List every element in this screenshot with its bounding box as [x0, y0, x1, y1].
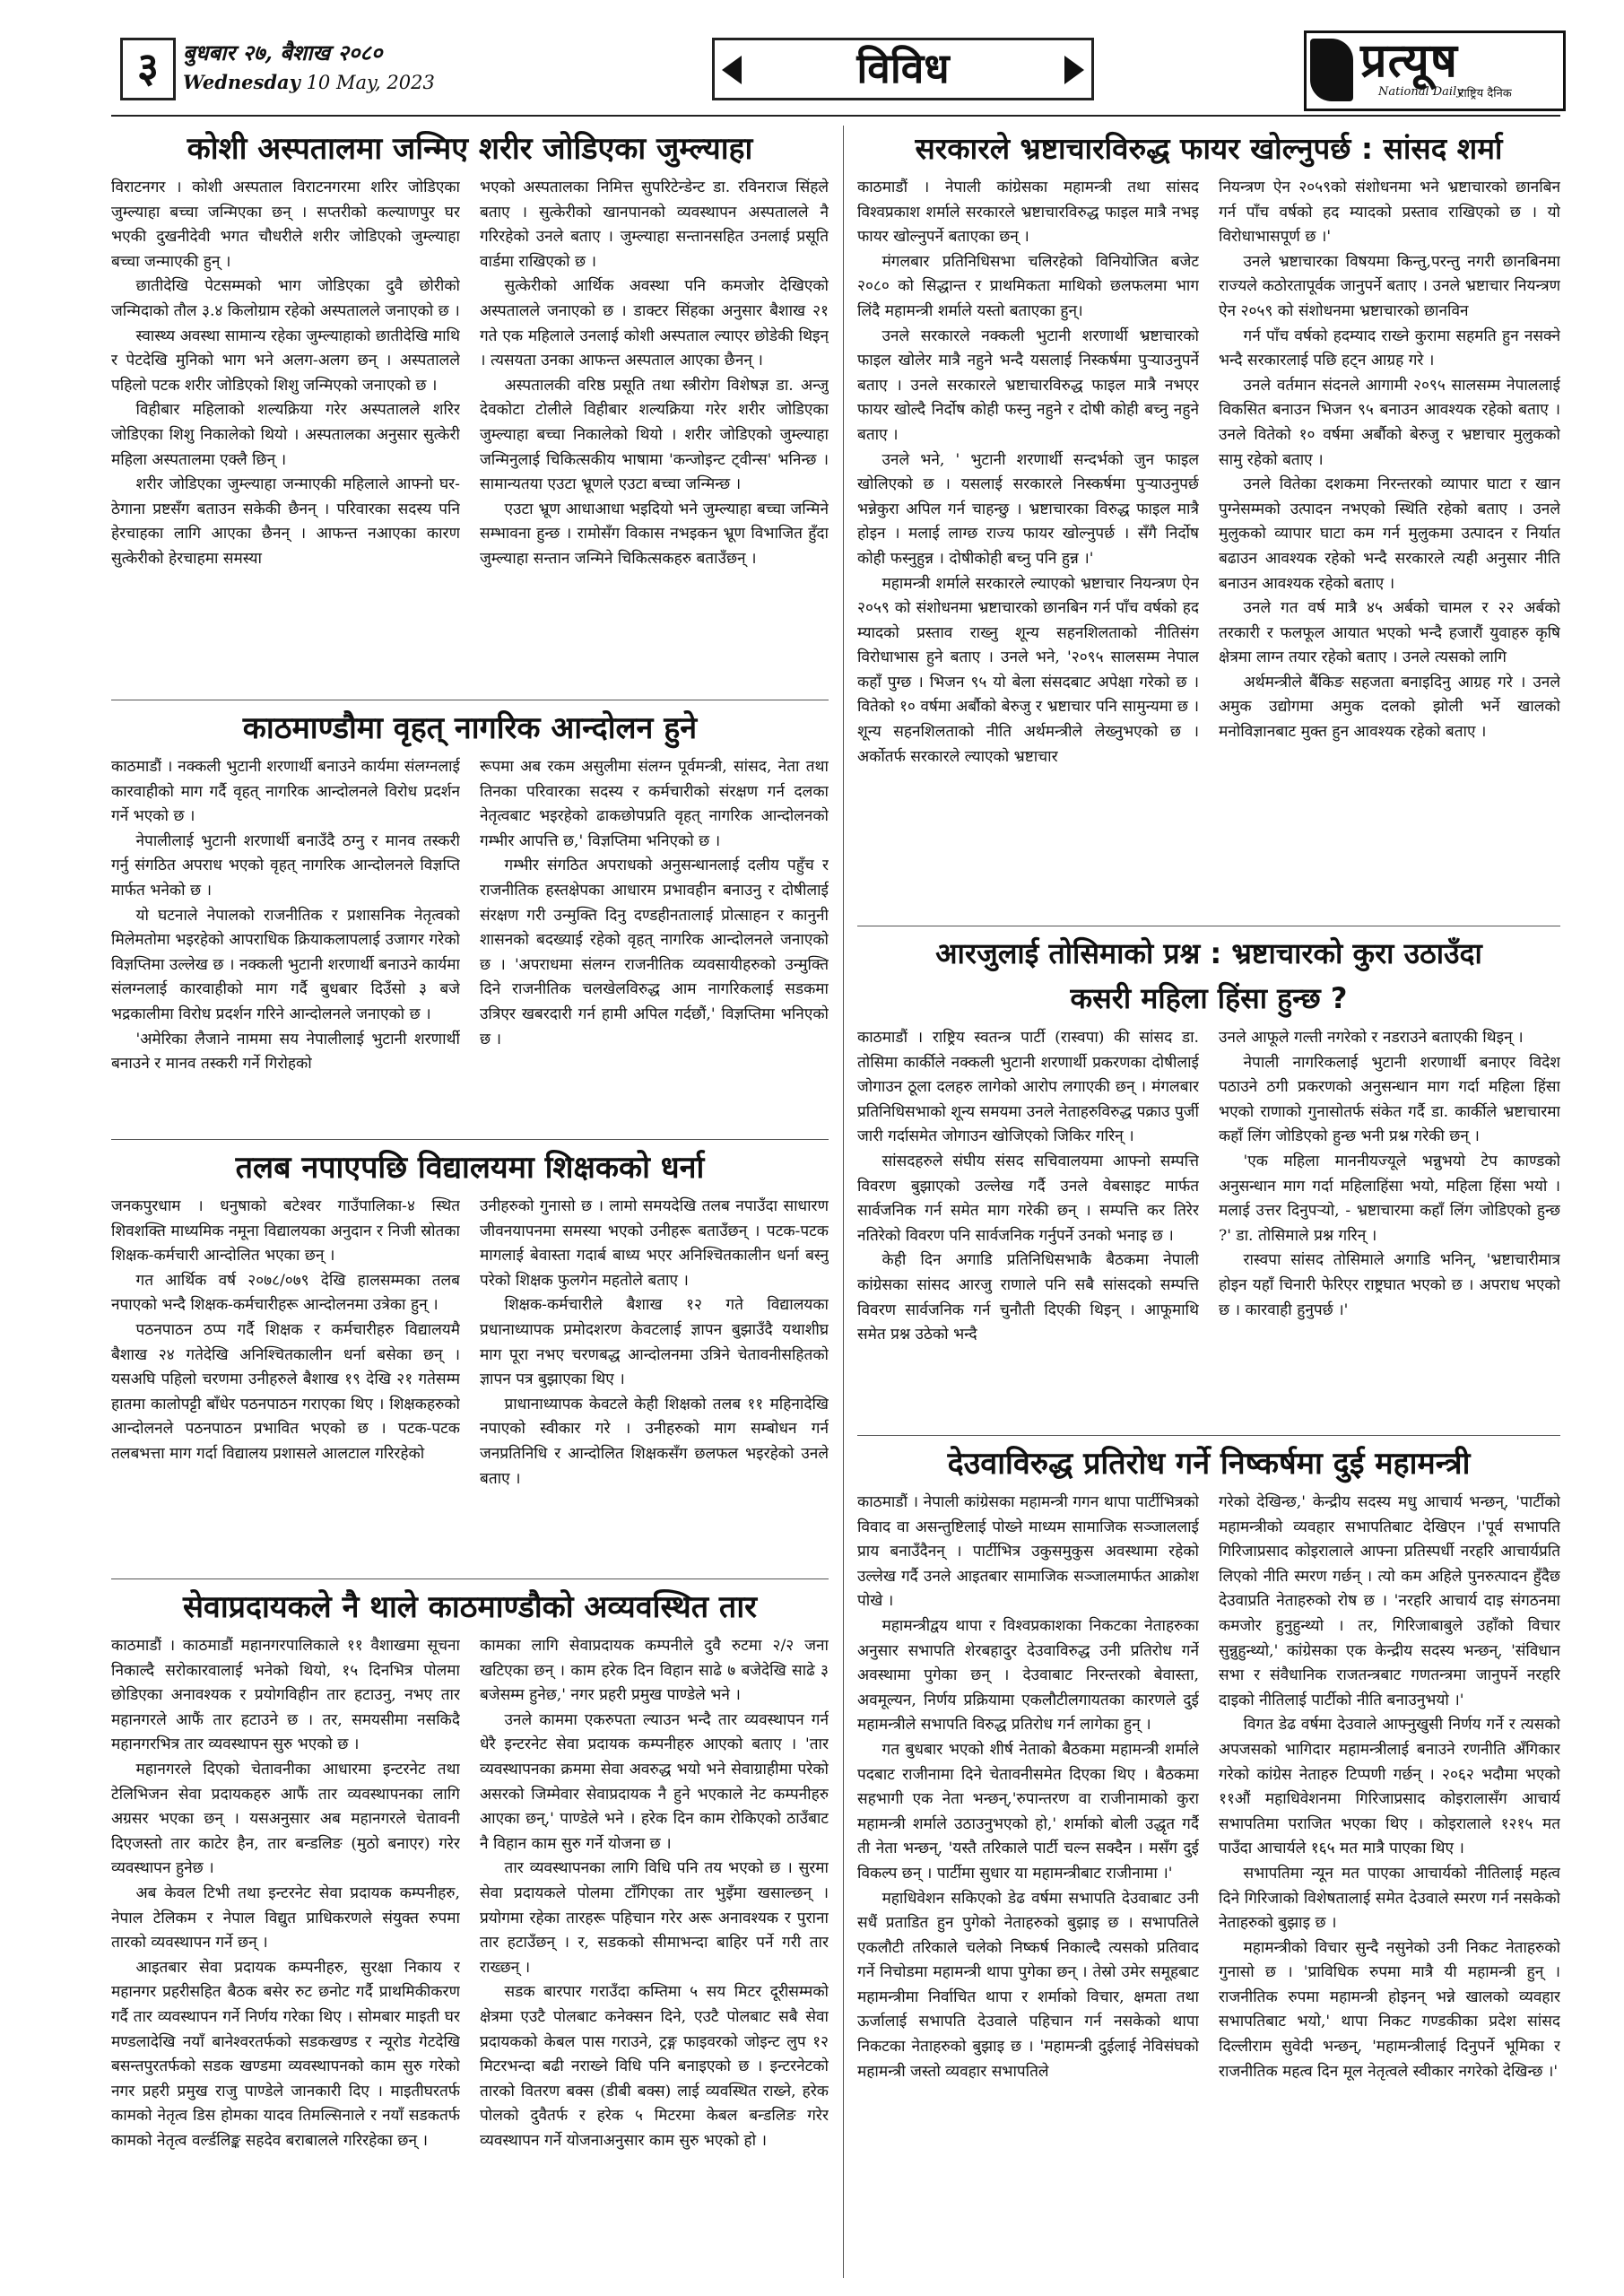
headline: तलब नपाएपछि विद्यालयमा शिक्षकको धर्ना: [235, 1150, 705, 1186]
paragraph: स्वास्थ्य अवस्था सामान्य रहेका जुम्ल्याहाको छातीदेखि माथि र पेटदेखि मुनिको भाग भने अलग-अलग छन् । अस्पतालले पहिलो पटक शरीर जोडिएको शिशु जन्मिएको जनाएको छ ।: [111, 326, 460, 395]
paragraph: सडक बारपार गराउँदा कम्तिमा ५ सय मिटर दूरीसम्मको क्षेत्रमा एउटै पोलबाट कनेक्सन दिने, एउटै पोलबाट सबै सेवा प्रदायकको केबल पास गराउने, ट्रङ्ग फाइवरको जोइन्ट लुप १२ मिटरभन्दा बढी नराख्ने विधि पनि बनाइएको छ । इन्टरनेटको तारको वितरण बक्स (डीबी बक्स) लाई व्यवस्थित राख्ने, हरेक पोलको दुवैतर्फ र हरेक ५ मिटरमा केबल बन्डलिङ गरेर व्यवस्थापन गर्ने योजनाअनुसार काम सुरु भएको हो ।: [480, 1983, 829, 2150]
section-banner: [712, 38, 1094, 100]
paragraph: भएको अस्पतालका निमित्त सुपरिटेन्डेन्ट डा. रविनराज सिंहले बताए । सुत्केरीको खानपानको व्यवस्थापन अस्पतालले नै गरिरहेको उनले बताए । जुम्ल्याहा सन्तानसहित उनलाई प्रसूति वार्डमा राखिएको छ ।: [480, 178, 829, 271]
headline: सेवाप्रदायकले नै थाले काठमाण्डौको अव्यवस्थित तार: [182, 1589, 758, 1625]
paragraph: गम्भीर संगठित अपराधको अनुसन्धानलाई दलीय पहुँच र राजनीतिक हस्तक्षेपका आधारम प्रभावहीन बनाउनु र दोषीलाई संरक्षण गरी उन्मुक्ति दिनु दण्डहीनतालाई प्रोत्साहन र कानुनी शासनको बदख्याई रहेको वृहत् नागरिक आन्दोलनले जनाएको छ । 'अपराधमा संलग्न राजनीतिक व्यवसायीहरुको उन्मुक्ति दिने राजनीतिक चलखेलविरुद्ध आम नागरिकलाई सडकमा उत्रिएर खबरदारी गर्न हामी अपिल गर्दछौं,' विज्ञप्तिमा भनिएको छ ।: [480, 857, 829, 1048]
paragraph: यो घटनाले नेपालको राजनीतिक र प्रशासनिक नेतृत्वको मिलेमतोमा भइरहेको आपराधिक क्रियाकलापलाई उजागर गरेको विज्ञप्तिमा उल्लेख छ । नक्कली भुटानी शरणार्थी बनाउने कार्यमा संलग्नलाई कारवाहीको माग गर्दै बुधबार दिउँसो ३ बजे भद्रकालीमा विरोध प्रदर्शन गरिने आन्दोलनले जनाएको छ ।: [111, 906, 460, 1023]
paragraph: 'एक महिला माननीयज्यूले भन्नुभयो टेप काण्डको अनुसन्धान माग गर्दा महिलाहिंसा भयो, महिला हिंसा भयो । मलाई उत्तर दिनुपऱ्यो, - भ्रष्टाचारमा कहाँ लिंग जोडिएको हुन्छ ?' डा. तोसिमाले प्रश्न गरिन् ।: [1219, 1152, 1560, 1245]
article-column-1: [857, 1026, 1199, 1348]
article-column-1: [111, 176, 460, 572]
paragraph: काठमाडौं । नेपाली कांग्रेसका महामन्त्री तथा सांसद विश्वप्रकाश शर्माले सरकारले भ्रष्टाचारविरुद्ध फाइल मात्रै नभइ फायर खोल्नुपर्ने बताएका छन् ।: [857, 178, 1199, 247]
paragraph: उनले भ्रष्टाचारका विषयमा किन्तु,परन्तु नगरी छानबिनमा राज्यले कठोरतापूर्वक जानुपर्ने बताए । उनले भ्रष्टाचार नियन्त्रण ऐन २०५९ को संशोधनमा भ्रष्टाचारको छानविन: [1219, 252, 1560, 320]
paragraph: नेपालीलाई भुटानी शरणार्थी बनाउँदै ठग्नु र मानव तस्करी गर्नु संगठित अपराध भएको वृहत् नागरिक आन्दोलनले विज्ञप्ति मार्फत भनेको छ ।: [111, 831, 460, 900]
paragraph: विगत डेढ वर्षमा देउवाले आफ्नुखुसी निर्णय गर्ने र त्यसको अपजसको भागिदार महामन्त्रीलाई बनाउने रणनीति अँगिकार गरेको कांग्रेस नेताहरु टिप्पणी गर्छन् । २०६२ भदौमा भएको ११औं महाधिवेशनमा गिरिजाप्रसाद कोइरालासँग आचार्य सभापतिमा पराजित भएका थिए । कोइरालाले १२१५ मत पाउँदा आचार्यले १६५ मत मात्रै पाएका थिए ।: [1219, 1716, 1560, 1858]
date-block: [183, 38, 435, 93]
article-column-2: [1219, 1491, 1560, 2084]
paragraph: अस्पतालकी वरिष्ठ प्रसूति तथा स्त्रीरोग विशेषज्ञ डा. अन्जु देवकोटा टोलीले विहीबार शल्यक्रिया गरेर शरीर जोडिएका जुम्ल्याहा बच्चा निकालेको थियो । शरीर जोडिएको जुम्ल्याहा जन्मिनुलाई चिकित्सकीय भाषामा 'कन्जोइन्ट ट्वीन्स' भनिन्छ । सामान्यतया एउटा भ्रूणले एउटा बच्चा जन्मिन्छ ।: [480, 376, 829, 494]
paragraph: रास्वपा सांसद तोसिमाले अगाडि भनिन्, 'भ्रष्टाचारीमात्र होइन यहाँ चिनारी फेरिएर राष्ट्रघात भएको छ । अपराध भएको छ । कारवाही हुनुपर्छ ।': [1219, 1251, 1560, 1319]
article-column-2: [480, 755, 829, 1077]
headline-line-2: कसरी महिला हिंसा हुन्छ ?: [1070, 981, 1348, 1015]
paragraph: आइतबार सेवा प्रदायक कम्पनीहरु, सुरक्षा निकाय र महानगर प्रहरीसहित बैठक बसेर रुट छनोट गर्दै प्राथमिकीकरण गर्दै तार व्यवस्थापन गर्ने निर्णय गरेका थिए । सोमबार माइती घर मण्डलादेखि नयाँ बानेश्वरतर्फको सडकखण्ड र न्यूरोड गेटदेखि बसन्तपुरतर्फको सडक खण्डमा व्यवस्थापनको काम सुरु गरेको नगर प्रहरी प्रमुख राजु पाण्डेले जानकारी दिए । माइतीघरतर्फ कामको नेतृत्व डिस होमका यादव तिमल्सिनाले र नयाँ सडकतर्फ कामको नेतृत्व वर्ल्डलिङ्क सहदेव बराबालले गरिरहेका छन् ।: [111, 1958, 460, 2150]
paragraph: गत बुधबार भएको शीर्ष नेताको बैठकमा महामन्त्री शर्माले पदबाट राजीनामा दिने चेतावनीसमेत दिएका थिए । बैठकमा सहभागी एक नेता भन्छन्,'रुपान्तरण वा राजीनामाको कुरा महामन्त्री शर्माले उठाउनुभएको हो,' शर्माको बोली उद्धृत गर्दै ती नेता भन्छन्, 'यस्तै तरिकाले पार्टी चल्न सक्दैन । मसँग दुई विकल्प छन् । पार्टीमा सुधार या महामन्त्रीबाट राजीनामा ।': [857, 1740, 1199, 1883]
article-column-1: [111, 1634, 460, 2153]
article-deuba: [857, 1440, 1560, 2084]
article-column-2: [480, 1195, 829, 1492]
paragraph: प्राधानाध्यापक केवटले केही शिक्षको तलब ११ महिनादेखि नपाएको स्वीकार गरे । उनीहरुको माग सम्बोधन गर्न जनप्रतिनिधि र आन्दोलित शिक्षकसँग छलफल भइरहेको उनले बताए ।: [480, 1395, 829, 1488]
article-teachers: [111, 1144, 829, 1492]
paragraph: काठमाडौं । राष्ट्रिय स्वतन्त्र पार्टी (रास्वपा) की सांसद डा. तोसिमा कार्कीले नक्कली भुटानी शरणार्थी प्रकरणका दोषीलाई जोगाउन ठूला दलहरु लागेको आरोप लगाएकी छन् । मंगलबार प्रतिनिधिसभाको शून्य समयमा उनले नेताहरुविरुद्ध पक्राउ पुर्जी जारी गर्दासमेत जोगाउन खोजिएको जिकिर गरिन् ।: [857, 1029, 1199, 1146]
article-column-1: [111, 1195, 460, 1492]
logo-subtitle-nepali: राष्ट्रिय दैनिक: [1459, 87, 1512, 100]
article-divider: [111, 1139, 829, 1140]
paragraph: महामन्त्रीद्वय थापा र विश्वप्रकाशका निकटका नेताहरुका अनुसार सभापति शेरबहादुर देउवाविरुद्ध उनी प्रतिरोध गर्ने अवस्थामा पुगेका छन् । देउवाबाट निरन्तरको बेवास्ता, अवमूल्यन, निर्णय प्रक्रियामा एकलौटीलगायतका कारणले दुई महामन्त्रीले सभापति विरुद्ध प्रतिरोध गर्न लागेका हुन् ।: [857, 1616, 1199, 1735]
paragraph: उनले काममा एकरुपता ल्याउन भन्दै तार व्यवस्थापन गर्न धेरै इन्टरनेट सेवा प्रदायक कम्पनीहरु आएको बताए । 'तार व्यवस्थापनका क्रममा सेवा अवरुद्ध भयो भने सेवाग्राहीमा परेको असरको जिम्मेवार सेवाप्रदायक नै हुने भएकाले नेट कम्पनीहरु आएका छन्,' पाण्डेले भने । हरेक दिन काम रोकिएको ठाउँबाट नै विहान काम सुरु गर्ने योजना छ ।: [480, 1710, 829, 1853]
article-kathmandu-movement: [111, 705, 829, 1077]
headline-line-1: आरजुलाई तोसिमाको प्रश्न : भ्रष्टाचारको कुरा उठाउँदा: [935, 936, 1482, 970]
paragraph: गत आर्थिक वर्ष २०७८/०७९ देखि हालसम्मका तलब नपाएको भन्दै शिक्षक-कर्मचारीहरू आन्दोलनमा उत्रेका हुन् ।: [111, 1271, 460, 1315]
paragraph: उनीहरुको गुनासो छ । लामो समयदेखि तलब नपाउँदा साधारण जीवनयापनमा समस्या भएको उनीहरू बताउँछन् । पटक-पटक मागलाई बेवास्ता गदार्ब बाध्य भएर अनिश्चितकालीन धर्ना बस्नु परेको शिक्षक फुलगेन महतोले बताए ।: [480, 1197, 829, 1290]
date-english: 10 May, 2023: [306, 72, 435, 93]
logo-brand: प्रत्यूष: [1360, 34, 1458, 88]
paragraph: 'अमेरिका लैजाने नाममा सय नेपालीलाई भुटानी शरणार्थी बनाउने र मानव तस्करी गर्ने गिरोहको: [111, 1030, 460, 1074]
article-column-1: [111, 755, 460, 1077]
page-number: ३: [120, 38, 176, 100]
paragraph: तार व्यवस्थापनका लागि विधि पनि तय भएको छ । सुरमा सेवा प्रदायकले पोलमा टाँगिएका तार भुइँमा खसाल्छन् । प्रयोगमा रहेका तारहरू पहिचान गरेर अरू अनावश्यक र पुराना तार हटाउँछन् । र, सडकको सीमाभन्दा बाहिर पर्ने गरी तार राख्छन् ।: [480, 1859, 829, 1977]
headline: कोशी अस्पतालमा जन्मिए शरीर जोडिएका जुम्ल्याहा: [187, 131, 753, 167]
article-arzu: [857, 931, 1560, 1348]
article-column-2: [480, 1634, 829, 2153]
article-column-2: [1219, 1026, 1560, 1348]
masthead-rule: [111, 115, 1560, 117]
logo-subtitle-english: National Daily: [1378, 85, 1463, 99]
paragraph: विराटनगर । कोशी अस्पताल विराटनगरमा शरिर जोडिएका जुम्ल्याहा बच्चा जन्मिएका छन् । सप्तरीको कल्याणपुर घर भएकी दुखनीदेवी भगत चौधरीले शरीर जोडिएको जुम्ल्याहा बच्चा जन्माएकी हुन् ।: [111, 178, 460, 271]
paragraph: काठमाडौं । काठमाडौं महानगरपालिकाले ११ वैशाखमा सूचना निकाल्दै सरोकारवालाई भनेको थियो, १५ दिनभित्र पोलमा छोडिएका अनावश्यक र प्रयोगविहीन तार हटाउनु, नभए तार महानगरले आफैं तार हटाउने छ । तर, समयसीमा नसकिदै महानगरभित्र तार व्यवस्थापन सुरु भएको छ ।: [111, 1637, 460, 1754]
paragraph: उनले वर्तमान संदनले आगामी २०९५ सालसम्म नेपाललाई विकसित बनाउन भिजन ९५ बनाउन आवश्यक रहेको बताए । उनले वितेको १० वर्षमा अर्बौको बेरुजु र भ्रष्टाचार मुलुकको सामु रहेको बताए ।: [1219, 376, 1560, 469]
article-column-1: [857, 176, 1199, 770]
paragraph: रूपमा अब रकम असुलीमा संलग्न पूर्वमन्त्री, सांसद, नेता तथा तिनका परिवारका सदस्य र कर्मचारीको संरक्षण गर्न दलका नेतृत्वबाट भइरहेको ढाकछोपप्रति वृहत् नागरिक आन्दोलनको गम्भीर आपत्ति छ,' विज्ञप्तिमा भनिएको छ ।: [480, 758, 829, 850]
paragraph: सुत्केरीको आर्थिक अवस्था पनि कमजोर देखिएको अस्पतालले जनाएको छ । डाक्टर सिंहका अनुसार बैशाख २१ गते एक महिलाले उनलाई कोशी अस्पताल ल्याएर छोडेकी थिइन् । त्यसयता उनका आफन्त अस्पताल आएका छैनन् ।: [480, 277, 829, 370]
article-corruption: [857, 126, 1560, 770]
masthead: [111, 30, 1560, 109]
paragraph: एउटा भ्रूण आधाआधा भइदियो भने जुम्ल्याहा बच्चा जन्मिने सम्भावना हुन्छ । रामोसँग विकास नभइकन भ्रूण विभाजित हुँदा जुम्ल्याहा सन्तान जन्मिने चिकित्सकहरु बताउँछन् ।: [480, 500, 829, 568]
article-column-1: [857, 1491, 1199, 2084]
paragraph: अर्थमन्त्रीले बैंकिङ सहजता बनाइदिनु आग्रह गरे । उनले अमुक उद्योगमा अमुक दलको झोली भर्ने खालको मनोविज्ञानबाट मुक्त हुन आवश्यक रहेको बताए ।: [1219, 673, 1560, 742]
paragraph: महामन्त्रीको विचार सुन्दै नसुनेको उनी निकट नेताहरुको गुनासो छ । 'प्राविधिक रुपमा मात्रै यी महामन्त्री हुन् । राजनीतिक रुपमा महामन्त्री होइनन् भन्ने खालको व्यवहार सभापतिबाट भयो,' थापा निकट गण्डकीका प्रदेश सांसद दिल्लीराम सुवेदी भन्छन्, 'महामन्त्रीलाई दिनुपर्ने भूमिका र राजनीतिक महत्व दिन मूल नेतृत्वले स्वीकार नगरेको देखिन्छ ।': [1219, 1938, 1560, 2081]
paragraph: केही दिन अगाडि प्रतिनिधिसभाकै बैठकमा नेपाली कांग्रेसका सांसद आरजु राणाले पनि सबै सांसदको सम्पत्ति विवरण सार्वजनिक गर्न चुनौती दिएकी थिइन् । आफूमाथि समेत प्रश्न उठेको भन्दै: [857, 1251, 1199, 1344]
article-divider: [857, 1435, 1560, 1436]
date-nepali: बुधबार २७, बैशाख २०८०: [183, 39, 383, 65]
article-wires: [111, 1584, 829, 2153]
newspaper-logo: [1304, 30, 1566, 111]
paragraph: नेपाली नागरिकलाई भुटानी शरणार्थी बनाएर विदेश पठाउने ठगी प्रकरणको अनुसन्धान माग गर्दा महिला हिंसा भएको राणाको गुनासोतर्फ संकेत गर्दै डा. कार्कीले भ्रष्टाचारमा कहाँ लिंग जोडिएको हुन्छ भनी प्रश्न गरेकी छन् ।: [1219, 1053, 1560, 1146]
article-column-2: [480, 176, 829, 572]
headline: काठमाण्डौमा वृहत् नागरिक आन्दोलन हुने: [242, 710, 698, 746]
paragraph: पठनपाठन ठप्प गर्दै शिक्षक र कर्मचारीहरु विद्यालयमै बैशाख २४ गतेदेखि अनिश्चितकालीन धर्ना बसेका छन् । यसअघि पहिलो चरणमा उनीहरुले बैशाख १९ देखि २१ गतेसम्म हातमा कालोपट्टी बाँधेर पठनपाठन गराएका थिए । शिक्षकहरुको आन्दोलनले पठनपाठन प्रभावित भएको छ । पटक-पटक तलबभत्ता माग गर्दा विद्यालय प्रशासले आलटाल गरिरहेको: [111, 1320, 460, 1463]
paragraph: काठमाडौं । नक्कली भुटानी शरणार्थी बनाउने कार्यमा संलग्नलाई कारवाहीको माग गर्दै वृहत् नागरिक आन्दोलनले विरोध प्रदर्शन गर्ने भएको छ ।: [111, 758, 460, 826]
paragraph: काठमाडौं । नेपाली कांग्रेसका महामन्त्री गगन थापा पार्टीभित्रको विवाद वा असन्तुष्टिलाई पोख्ने माध्यम सामाजिक सञ्जाललाई प्राय बनाउँदैनन् । पार्टीभित्र उकुसमुकुस अवस्थामा रहेको उल्लेख गर्दै उनले आइतबार सामाजिक सञ्जालमार्फत आक्रोश पोखे ।: [857, 1493, 1199, 1611]
paragraph: गर्न पाँच वर्षको हदम्याद राख्ने कुरामा सहमति हुन नसक्ने भन्दै सरकारलाई पछि हट्न आग्रह गरे ।: [1219, 326, 1560, 370]
paragraph: महानगरले दिएको चेतावनीका आधारमा इन्टरनेट तथा टेलिभिजन सेवा प्रदायकहरु आफैं तार व्यवस्थापनका लागि अग्रसर भएका छन् । यसअनुसार अब महानगरले चेतावनी दिएजस्तो तार काटेर हैन, तार बन्डलिङ (मुठो बनाएर) गरेर व्यवस्थापन हुनेछ ।: [111, 1760, 460, 1878]
date-english-line: [183, 71, 435, 93]
right-arrow-icon: [1064, 56, 1084, 84]
paragraph: उनले भने, ' भुटानी शरणार्थी सन्दर्भको जुन फाइल खोलिएको छ । यसलाई सरकारले निस्कर्षमा पुऱ्याउनुपर्छ भन्नेकुरा अपिल गर्न चाहन्छु । भ्रष्टाचारका विरुद्ध फाइल मात्रै होइन । मलाई लाग्छ राज्य फायर खोल्नुपर्छ । सँगै निर्दोष कोही फस्नुहुन्न । दोषीकोही बच्नु पनि हुन्न ।': [857, 450, 1199, 568]
headline: देउवाविरुद्ध प्रतिरोध गर्ने निष्कर्षमा दुई महामन्त्री: [947, 1446, 1471, 1482]
paragraph: मंगलबार प्रतिनिधिसभा चलिरहेको विनियोजित बजेट २०८० को सिद्धान्त र प्राथमिकता माथिको छलफलमा भाग लिंदै महामन्त्री शर्माले यस्तो बताएका हुन्।: [857, 252, 1199, 320]
paragraph: शिक्षक-कर्मचारीले बैशाख १२ गते विद्यालयका प्रधानाध्यापक प्रमोदशरण केवटलाई ज्ञापन बुझाउँदै यथाशीघ्र माग पूरा नभए चरणबद्ध आन्दोलनमा उत्रिने चेतावनीसहितको ज्ञापन पत्र बुझाएका थिए ।: [480, 1296, 829, 1389]
day-english: Wednesday: [183, 71, 300, 93]
article-column-2: [1219, 176, 1560, 770]
paragraph: उनले आफूले गल्ती नगरेको र नडराउने बताएकी थिइन् ।: [1219, 1029, 1524, 1047]
paragraph: जनकपुरधाम । धनुषाको बटेश्वर गाउँपालिका-४ स्थित शिवशक्ति माध्यमिक नमूना विद्यालयका अनुदान र निजी स्रोतका शिक्षक-कर्मचारी आन्दोलित भएका छन् ।: [111, 1197, 460, 1265]
paragraph: शरीर जोडिएका जुम्ल्याहा जन्माएकी महिलाले आफ्नो घर-ठेगाना प्रष्टसँग बताउन सकेकी छैनन् । परिवारका सदस्य पनि हेरचाहका लागि आएका छैनन् । आफन्त नआएका कारण सुत्केरीको हेरचाहमा समस्या: [111, 475, 460, 568]
paragraph: उनले वितेका दशकमा निरन्तरको व्यापार घाटा र खान पुग्नेसम्मको उत्पादन नभएको स्थिति रहेको बताए । उनले मुलुकको व्यापार घाटा कम गर्न मुलुकमा उत्पादन र निर्यात बढाउन आवश्यक रहेको भन्दै सरकारले त्यही अनुसार नीति बनाउन आवश्यक रहेको बताए ।: [1219, 475, 1560, 593]
paragraph: छातीदेखि पेटसम्मको भाग जोडिएका दुवै छोरीको जन्मिदाको तौल ३.४ किलोग्राम रहेको अस्पतालले जनाएको छ ।: [111, 277, 460, 320]
headline: सरकारले भ्रष्टाचारविरुद्ध फायर खोल्नुपर्छ : सांसद शर्मा: [915, 131, 1503, 166]
paragraph: विहीबार महिलाको शल्यक्रिया गरेर अस्पतालले शरिर जोडिएका शिशु निकालेको थियो । अस्पतालका अनुसार सुत्केरी महिला अस्पतालमा एक्लै छिन् ।: [111, 401, 460, 469]
paragraph: सांसदहरुले संघीय संसद सचिवालयमा आफ्नो सम्पत्ति विवरण बुझाएको उल्लेख गर्दै उनले वेबसाइट मार्फत सार्वजनिक गर्न समेत माग गरेकी छन् । सम्पत्ति कर तिरेर नतिरेको विवरण पनि सार्वजनिक गर्नुपर्ने उनको भनाइ छ ।: [857, 1152, 1199, 1245]
paragraph: सभापतिमा न्यून मत पाएका आचार्यको नीतिलाई महत्व दिने गिरिजाको विशेषतालाई समेत देउवाले स्मरण गर्न नसकेको नेताहरुको बुझाइ छ ।: [1219, 1864, 1560, 1933]
paragraph: कामका लागि सेवाप्रदायक कम्पनीले दुवै रुटमा २/२ जना खटिएका छन् । काम हरेक दिन विहान साढे ७ बजेदेखि साढे ३ बजेसम्म हुनेछ,' नगर प्रहरी प्रमुख पाण्डेले भने ।: [480, 1637, 829, 1705]
paragraph: महाधिवेशन सकिएको डेढ वर्षमा सभापति देउवाबाट उनी सधैं प्रताडित हुन पुगेको नेताहरुको बुझाइ छ । सभापतिले एकलौटी तरिकाले चलेको निष्कर्ष निकाल्दै त्यसको प्रतिवाद गर्ने निचोडमा महामन्त्री थापा पुगेका छन् । तेस्रो उमेर समूहबाट महामन्त्रीमा निर्वाचित थापा र शर्माको विचार, क्षमता तथा ऊर्जालाई सभापति देउवाले पहिचान गर्न नसकेको थापा निकटका नेताहरुको बुझाइ छ । 'महामन्त्री दुईलाई नेविसंघको महामन्त्री जस्तो व्यवहार सभापतिले: [857, 1889, 1199, 2081]
article-divider: [111, 1578, 829, 1579]
paragraph: उनले सरकारले नक्कली भुटानी शरणार्थी भ्रष्टाचारको फाइल खोलेर मात्रै नहुने भन्दै यसलाई निस्कर्षमा पुऱ्याउनुपर्ने बताए । उनले सरकारले भ्रष्टाचारविरुद्ध फाइल मात्रै नभएर फायर खोल्दै निर्दोष कोही फस्नु नहुने र दोषी कोही बच्नु नहुने बताए ।: [857, 326, 1199, 444]
paragraph: उनले गत वर्ष मात्रै ४५ अर्बको चामल र २२ अर्बको तरकारी र फलफूल आयात भएको भन्दै हजारौं युवाहरु कृषि क्षेत्रमा लाग्न तयार रहेको बताए । उनले त्यसको लागि: [1219, 599, 1560, 667]
article-koshi: [111, 126, 829, 572]
section-title: विविध: [856, 44, 950, 92]
page-column-divider: [843, 126, 844, 2278]
paragraph: अब केवल टिभी तथा इन्टरनेट सेवा प्रदायक कम्पनीहरु, नेपाल टेलिकम र नेपाल विद्युत प्राधिकरणले संयुक्त रुपमा तारको व्यवस्थापन गर्ने छन् ।: [111, 1883, 460, 1952]
paragraph: गरेको देखिन्छ,' केन्द्रीय सदस्य मधु आचार्य भन्छन्, 'पार्टीको महामन्त्रीको व्यवहार सभापतिबाट देखिएन ।'पूर्व सभापति गिरिजाप्रसाद कोइरालाले आफ्ना प्रतिस्पर्धी नरहरि आचार्यप्रति लिएको नीति स्मरण गर्छन् । त्यो कम अहिले पुनरुत्पादन हुँदैछ देउवाप्रति नेताहरुको रोष छ । 'नरहरि आचार्य दाइ संगठनमा कमजोर हुनुहुन्थ्यो । तर, गिरिजाबाबुले उहाँको विचार सुन्नुहुन्थ्यो,' कांग्रेसका एक केन्द्रीय सदस्य भन्छन्, 'संविधान सभा र संवैधानिक राजतन्त्रबाट गणतन्त्रमा जानुपर्ने नरहरि दाइको नीतिलाई पार्टीको नीति बनाउनुभयो ।': [1219, 1493, 1560, 1709]
paragraph: महामन्त्री शर्माले सरकारले ल्याएको भ्रष्टाचार नियन्त्रण ऐन २०५९ को संशोधनमा भ्रष्टाचारको छानबिन गर्न पाँच वर्षको हद म्यादको प्रस्ताव राख्नु शून्य सहनशिलताको नीतिसंग विरोधाभास हुने बताए । उनले भने, '२०९५ सालसम्म नेपाल कहाँ पुग्छ । भिजन ९५ यो बेला संसदबाट अपेक्षा गरेको छ । वितेको १० वर्षमा अर्बौको बेरुजु र भ्रष्टाचार पनि सामुन्यमा छ । शून्य सहनशिलताको नीति अर्थमन्त्रीले लेख्नुभएको छ । अर्कोतर्फ सरकारले ल्याएको भ्रष्टाचार: [857, 574, 1199, 766]
paragraph: नियन्त्रण ऐन २०५९को संशोधनमा भने भ्रष्टाचारको छानबिन गर्न पाँच वर्षको हद म्यादको प्रस्ताव राखिएको छ । यो विरोधाभासपूर्ण छ ।': [1219, 178, 1560, 247]
logo-emblem-icon: [1310, 39, 1353, 101]
